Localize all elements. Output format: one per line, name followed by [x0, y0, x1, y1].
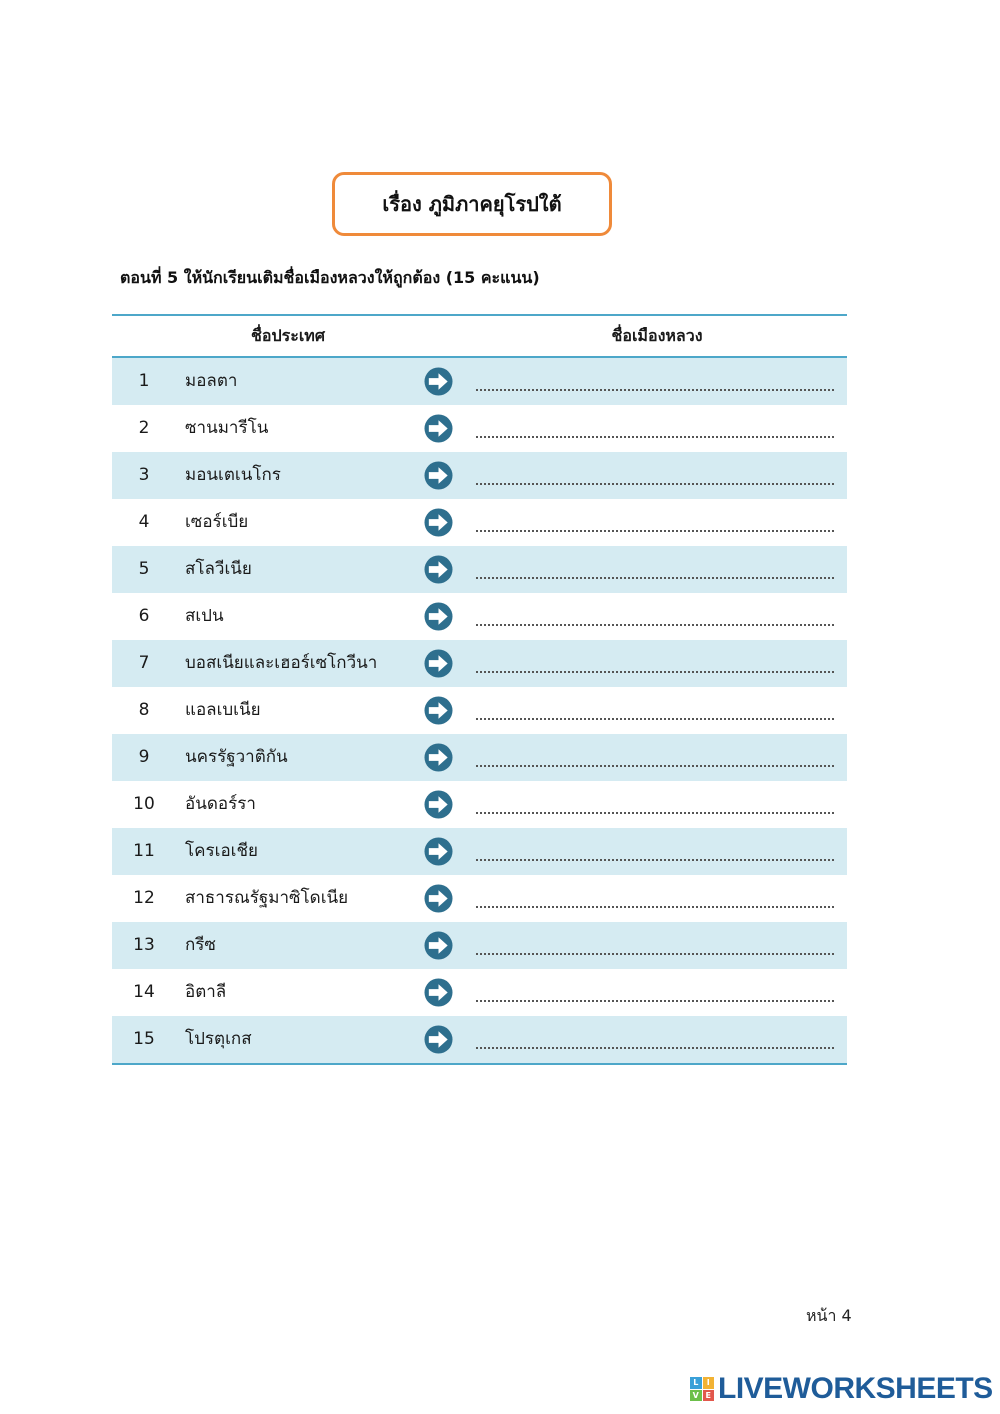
country-name: สโลวีเนีย: [185, 559, 252, 579]
capital-answer-field[interactable]: [476, 718, 834, 720]
arrow-right-circle-icon: [424, 649, 453, 678]
arrow-right-circle-icon: [424, 931, 453, 960]
logo-text: LIVEWORKSHEETS: [718, 1372, 993, 1405]
instruction-text: ตอนที่ 5 ให้นักเรียนเติมชื่อเมืองหลวงให้ถูกต้อง (15 คะแนน): [120, 268, 540, 287]
row-number: 11: [133, 841, 155, 861]
arrow-right-circle-icon: [424, 837, 453, 866]
table-row: [112, 405, 847, 452]
table-row: [112, 781, 847, 828]
country-name: แอลเบเนีย: [185, 700, 261, 720]
arrow-right-circle-icon: [424, 414, 453, 443]
country-name: ซานมารีโน: [185, 418, 269, 438]
capital-answer-field[interactable]: [476, 436, 834, 438]
capital-answer-field[interactable]: [476, 1000, 834, 1002]
table-row: [112, 828, 847, 875]
capital-answer-field[interactable]: [476, 624, 834, 626]
row-number: 9: [138, 747, 150, 767]
worksheet-title: เรื่อง ภูมิภาคยุโรปใต้: [382, 192, 562, 216]
row-number: 12: [133, 888, 155, 908]
liveworksheets-logo: [690, 1372, 993, 1406]
country-name: นครรัฐวาติกัน: [185, 747, 288, 767]
capital-answer-field[interactable]: [476, 577, 834, 579]
arrow-right-circle-icon: [424, 461, 453, 490]
row-number: 5: [138, 559, 150, 579]
table-body: [112, 358, 847, 1063]
table-row: [112, 922, 847, 969]
row-number: 13: [133, 935, 155, 955]
capital-answer-field[interactable]: [476, 671, 834, 673]
row-number: 14: [133, 982, 155, 1002]
country-name: กรีซ: [185, 935, 216, 955]
row-number: 4: [138, 512, 150, 532]
table-row: [112, 969, 847, 1016]
logo-mark-letter: E: [703, 1390, 715, 1402]
logo-mark-letter: I: [703, 1377, 715, 1389]
arrow-right-circle-icon: [424, 602, 453, 631]
country-name: เซอร์เบีย: [185, 512, 249, 532]
row-number: 2: [138, 418, 150, 438]
row-number: 1: [138, 371, 150, 391]
country-name: สาธารณรัฐมาซิโดเนีย: [185, 888, 349, 908]
arrow-right-circle-icon: [424, 367, 453, 396]
capital-answer-field[interactable]: [476, 812, 834, 814]
table-row: [112, 358, 847, 405]
capital-answer-field[interactable]: [476, 953, 834, 955]
capitals-table: [112, 314, 847, 1065]
country-name: มอลตา: [185, 371, 238, 391]
row-number: 10: [133, 794, 155, 814]
arrow-right-circle-icon: [424, 508, 453, 537]
logo-mark-letter: L: [690, 1377, 702, 1389]
arrow-right-circle-icon: [424, 978, 453, 1007]
arrow-right-circle-icon: [424, 884, 453, 913]
arrow-right-circle-icon: [424, 743, 453, 772]
country-name: อันดอร์รา: [185, 794, 256, 814]
country-name: อิตาลี: [185, 982, 227, 1002]
row-number: 3: [138, 465, 150, 485]
table-row: [112, 640, 847, 687]
country-name: สเปน: [185, 606, 224, 626]
country-name: โปรตุเกส: [185, 1029, 252, 1049]
capital-answer-field[interactable]: [476, 765, 834, 767]
capital-answer-field[interactable]: [476, 483, 834, 485]
logo-mark-icon: [690, 1377, 714, 1401]
arrow-right-circle-icon: [424, 790, 453, 819]
table-row: [112, 1016, 847, 1063]
table-row: [112, 687, 847, 734]
header-capital: ชื่อเมืองหลวง: [611, 325, 703, 345]
table-row: [112, 875, 847, 922]
row-number: 6: [138, 606, 150, 626]
title-box: [332, 172, 612, 236]
arrow-right-circle-icon: [424, 555, 453, 584]
capital-answer-field[interactable]: [476, 389, 834, 391]
row-number: 8: [138, 700, 150, 720]
table-row: [112, 593, 847, 640]
table-row: [112, 452, 847, 499]
table-row: [112, 546, 847, 593]
arrow-right-circle-icon: [424, 696, 453, 725]
capital-answer-field[interactable]: [476, 530, 834, 532]
arrow-right-circle-icon: [424, 1025, 453, 1054]
row-number: 15: [133, 1029, 155, 1049]
country-name: โครเอเชีย: [185, 841, 258, 861]
country-name: บอสเนียและเฮอร์เซโกวีนา: [185, 653, 378, 673]
table-row: [112, 734, 847, 781]
row-number: 7: [138, 653, 150, 673]
capital-answer-field[interactable]: [476, 859, 834, 861]
logo-mark-letter: V: [690, 1390, 702, 1402]
table-header: [112, 316, 847, 358]
country-name: มอนเตเนโกร: [185, 465, 281, 485]
header-country: ชื่อประเทศ: [251, 325, 325, 345]
capital-answer-field[interactable]: [476, 906, 834, 908]
page-number: หน้า 4: [806, 1306, 852, 1325]
table-row: [112, 499, 847, 546]
capital-answer-field[interactable]: [476, 1047, 834, 1049]
